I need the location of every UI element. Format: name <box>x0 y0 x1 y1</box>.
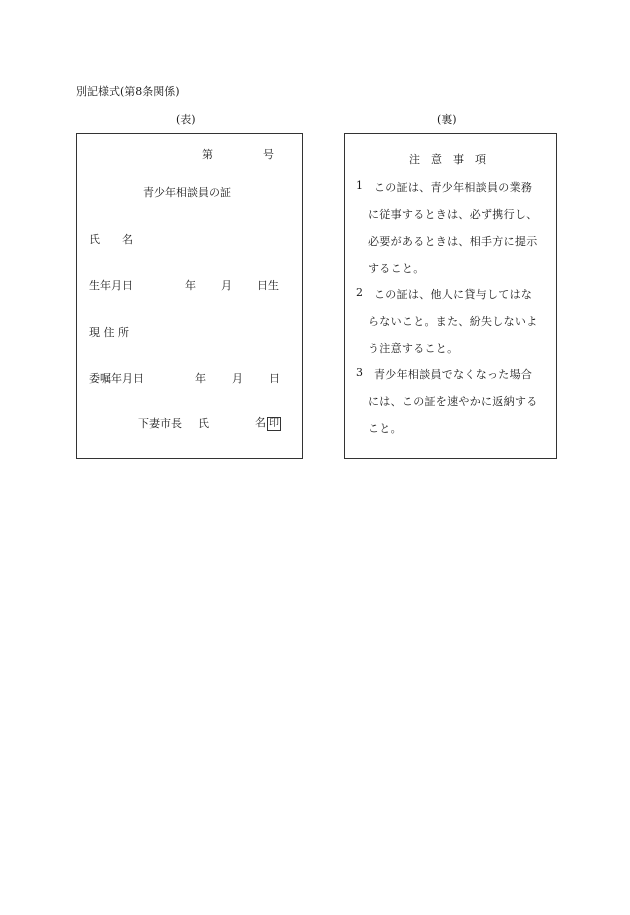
birth-year-label: 年 <box>185 279 196 292</box>
note-3-number: 3 <box>356 366 364 379</box>
commission-day-label: 日 <box>269 372 280 385</box>
back-side-label: (裏) <box>437 113 457 126</box>
card-title: 青少年相談員の証 <box>143 186 231 199</box>
note-2-line-2: らないこと。また、紛失しないよ <box>368 315 538 328</box>
seal-stamp-box: 印 <box>269 418 279 429</box>
issuer-mei-label: 名 <box>255 416 266 429</box>
commission-year-label: 年 <box>195 372 206 385</box>
commission-month-label: 月 <box>232 372 243 385</box>
note-1-line-2: に従事するときは、必ず携行し、 <box>368 208 538 221</box>
front-card <box>76 133 303 459</box>
note-3-line-2: には、この証を速やかに返納する <box>368 395 538 408</box>
note-1-number: 1 <box>356 179 364 192</box>
note-3-line-1: 青少年相談員でなくなった場合 <box>374 368 533 381</box>
notes-title: 注 意 事 項 <box>409 153 486 166</box>
birth-month-label: 月 <box>221 279 232 292</box>
name-label: 氏 名 <box>89 233 133 246</box>
note-2-number: 2 <box>356 286 364 299</box>
commission-date-label: 委嘱年月日 <box>89 372 144 385</box>
front-side-label: (表) <box>176 113 196 126</box>
back-card <box>344 133 557 459</box>
issuer-signature <box>255 414 281 431</box>
issuer-shi-label: 氏 <box>198 417 209 430</box>
birth-day-label: 日生 <box>257 279 279 292</box>
birthdate-label: 生年月日 <box>89 279 133 292</box>
note-1-line-1: この証は、青少年相談員の業務 <box>374 181 533 194</box>
form-heading: 別記様式(第8条関係) <box>76 85 180 98</box>
number-dai-label: 第 <box>202 148 213 161</box>
note-3-line-3: こと。 <box>368 422 402 435</box>
issuer-mayor-label: 下妻市長 <box>138 417 182 430</box>
address-label: 現 住 所 <box>89 326 129 339</box>
number-go-label: 号 <box>263 148 274 161</box>
note-1-line-3: 必要があるときは、相手方に提示 <box>368 235 538 248</box>
note-2-line-3: う注意すること。 <box>368 342 459 355</box>
note-1-line-4: すること。 <box>368 262 425 275</box>
note-2-line-1: この証は、他人に貸与してはな <box>374 288 533 301</box>
